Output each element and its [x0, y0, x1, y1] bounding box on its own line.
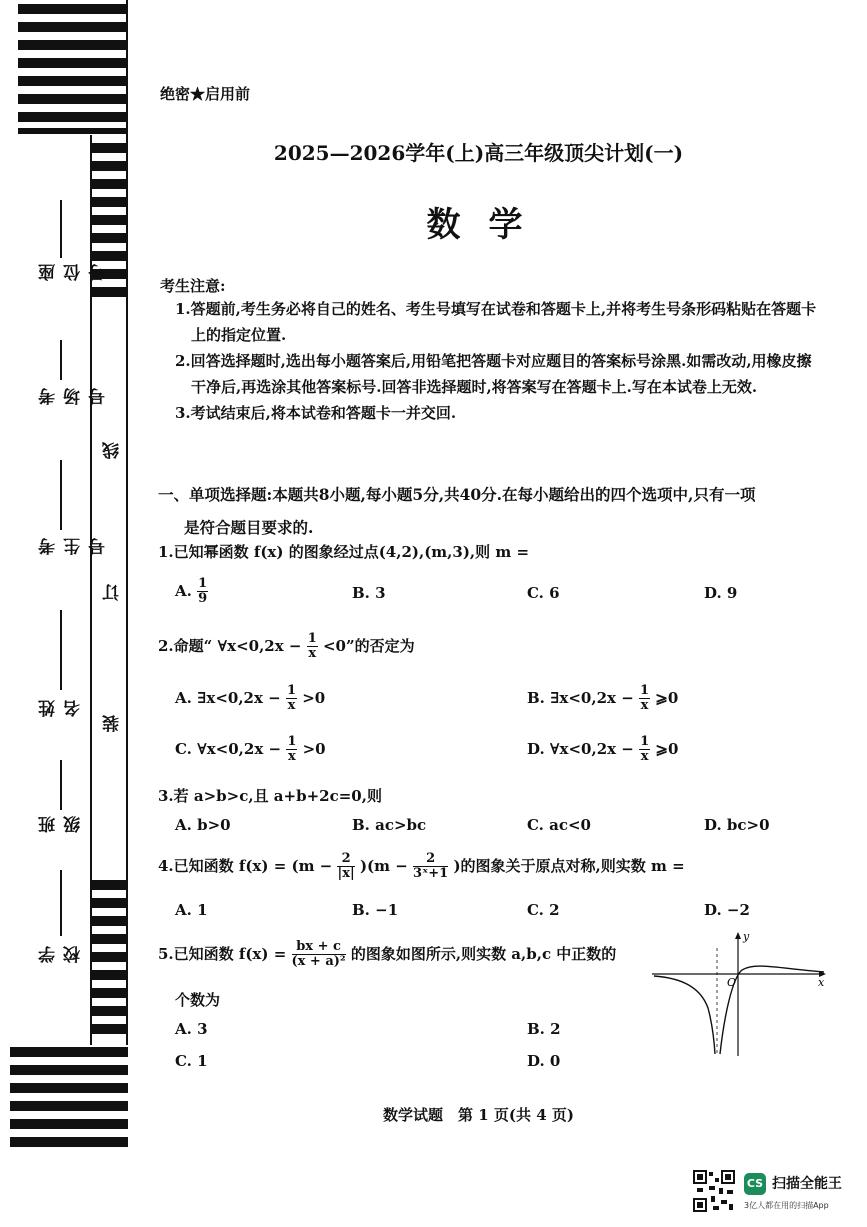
- class-label: 班级: [39, 816, 84, 833]
- binding-stripes-bottom: [92, 880, 126, 1050]
- stem-text: )的图象关于原点对称,则实数 m =: [453, 856, 685, 875]
- option-text: >0: [302, 739, 326, 758]
- camscanner-logo: CS: [744, 1173, 766, 1195]
- question-3-option-a: A. b>0: [175, 816, 231, 834]
- graph-y-label: y: [743, 930, 750, 943]
- question-5-stem: [158, 940, 616, 970]
- question-3-option-b: B. ac>bc: [352, 816, 427, 834]
- option-label: A.: [175, 581, 192, 600]
- question-4-option-d: D. −2: [704, 901, 750, 919]
- option-text: D. ∀x<0,2x −: [527, 739, 634, 758]
- question-4-stem: [158, 852, 685, 882]
- question-5-option-c: C. 1: [175, 1052, 208, 1070]
- question-5-function-graph: [650, 928, 830, 1058]
- fraction-denominator: x: [308, 646, 317, 662]
- fraction: [307, 632, 318, 662]
- confidential-label: 绝密★启用前: [160, 85, 251, 103]
- graph-left-branch: [654, 976, 715, 1054]
- graph-x-label: x: [818, 976, 825, 989]
- option-text: C. ∀x<0,2x −: [175, 739, 282, 758]
- fraction: [286, 684, 297, 714]
- fraction: [337, 852, 354, 882]
- option-text: >0: [302, 688, 326, 707]
- question-2-option-b: [527, 684, 678, 714]
- fraction-denominator: x: [287, 749, 296, 765]
- section-heading-line1: 一、单项选择题:本题共8小题,每小题5分,共40分.在每小题给出的四个选项中,只有一项: [158, 485, 756, 504]
- question-3-option-d: D. bc>0: [704, 816, 770, 834]
- stem-text: )(m −: [359, 856, 408, 875]
- candidate-number-label: 考生号: [39, 538, 109, 555]
- fraction: [197, 577, 208, 607]
- question-3-stem: 3.若 a>b>c,且 a+b+2c=0,则: [158, 787, 382, 805]
- notice-item: 3.考试结束后,将本试卷和答题卡一并交回.: [175, 404, 457, 422]
- fraction-numerator: 1: [640, 734, 650, 749]
- subject-title: 数学: [426, 205, 551, 245]
- question-2-stem: [158, 632, 415, 662]
- option-text: A. ∃x<0,2x −: [175, 688, 281, 707]
- fraction-denominator: x: [287, 698, 296, 714]
- question-1-option-d: D. 9: [704, 584, 738, 602]
- fraction-denominator: 9: [198, 591, 208, 607]
- seal-mark-line: 线: [103, 442, 123, 459]
- seat-number-label: 座位号: [39, 264, 109, 281]
- question-5-stem-line2: 个数为: [175, 991, 221, 1009]
- notice-item: 2.回答选择题时,选出每小题答案后,用铅笔把答题卡对应题目的答案标号涂黑.如需改动,用橡皮擦干净后,再选涂其他答案标号.回答非选择题时,将答案写在答题卡上.写在本试卷上无效.: [175, 352, 812, 396]
- question-4-option-a: A. 1: [175, 901, 208, 919]
- graph-y-arrow: [735, 932, 741, 939]
- fraction: [286, 735, 297, 765]
- question-5-option-b: B. 2: [527, 1020, 561, 1038]
- question-1-option-b: B. 3: [352, 584, 386, 602]
- field-underline: [60, 760, 62, 810]
- fraction: [639, 684, 650, 714]
- fraction-denominator: |x|: [337, 866, 355, 882]
- camscanner-tagline: 3亿人都在用的扫描App: [744, 1201, 829, 1210]
- fraction: [292, 940, 346, 970]
- school-label: 学校: [39, 946, 84, 963]
- fraction-denominator: (x + a)²: [291, 954, 346, 970]
- question-1-option-c: C. 6: [527, 584, 560, 602]
- stem-text: <0”的否定为: [322, 636, 415, 655]
- camscanner-name: 扫描全能王: [772, 1176, 842, 1192]
- fraction-numerator: 2: [413, 852, 448, 867]
- fraction-numerator: 2: [337, 852, 354, 867]
- fraction-denominator: x: [640, 698, 649, 714]
- question-2-option-c: [175, 735, 326, 765]
- stem-text: 5.已知函数 f(x) =: [158, 944, 287, 963]
- question-1-option-a: [175, 577, 208, 607]
- graph-origin-label: O: [727, 976, 737, 989]
- page-footer: 数学试题 第 1 页(共 4 页): [383, 1106, 574, 1124]
- notice-item: 1.答题前,考生务必将自己的姓名、考生号填写在试卷和答题卡上,并将考生号条形码粘贴在答题卡上的指定位置.: [175, 300, 817, 344]
- section-heading: [158, 478, 828, 544]
- field-underline: [60, 870, 62, 936]
- fraction-numerator: 1: [307, 631, 317, 646]
- option-text: B. ∃x<0,2x −: [527, 688, 634, 707]
- fraction-numerator: 1: [198, 576, 208, 591]
- question-4-option-b: B. −1: [352, 901, 399, 919]
- option-text: ⩾0: [655, 688, 679, 707]
- field-underline: [60, 340, 62, 380]
- question-5-option-a: A. 3: [175, 1020, 208, 1038]
- question-4-option-c: C. 2: [527, 901, 560, 919]
- fraction-numerator: 1: [287, 734, 297, 749]
- question-5-option-d: D. 0: [527, 1052, 561, 1070]
- name-label: 姓名: [39, 700, 84, 717]
- fraction: [413, 852, 448, 882]
- field-underline: [60, 610, 62, 690]
- stem-text: 4.已知函数 f(x) = (m −: [158, 856, 333, 875]
- notice-list: [175, 296, 825, 426]
- fraction-numerator: 1: [286, 683, 296, 698]
- seal-mark-bind: 订: [103, 584, 123, 601]
- exam-room-label: 考场号: [39, 388, 109, 405]
- section-heading-line2: 是符合题目要求的.: [184, 518, 314, 537]
- exam-title: 2025—2026学年(上)高三年级顶尖计划(一): [273, 141, 684, 165]
- binding-stripes-base: [10, 1045, 128, 1155]
- question-1-stem: 1.已知幂函数 f(x) 的图象经过点(4,2),(m,3),则 m =: [158, 543, 530, 561]
- option-text: ⩾0: [655, 739, 679, 758]
- field-underline: [60, 460, 62, 530]
- question-2-option-d: [527, 735, 678, 765]
- fraction-numerator: 1: [640, 683, 650, 698]
- qr-code-icon: [693, 1170, 735, 1212]
- stem-text: 2.命题“ ∀x<0,2x −: [158, 636, 302, 655]
- fraction: [639, 735, 650, 765]
- question-3-option-c: C. ac<0: [527, 816, 591, 834]
- fraction-denominator: 3ˣ+1: [413, 866, 449, 882]
- fraction-numerator: bx + c: [292, 940, 346, 955]
- stem-text: 的图象如图所示,则实数 a,b,c 中正数的: [350, 944, 617, 963]
- seal-mark-pack: 装: [103, 715, 123, 732]
- binding-stripes-top: [18, 0, 126, 135]
- fraction-denominator: x: [640, 749, 649, 765]
- question-2-option-a: [175, 684, 325, 714]
- notice-title: 考生注意:: [160, 277, 226, 295]
